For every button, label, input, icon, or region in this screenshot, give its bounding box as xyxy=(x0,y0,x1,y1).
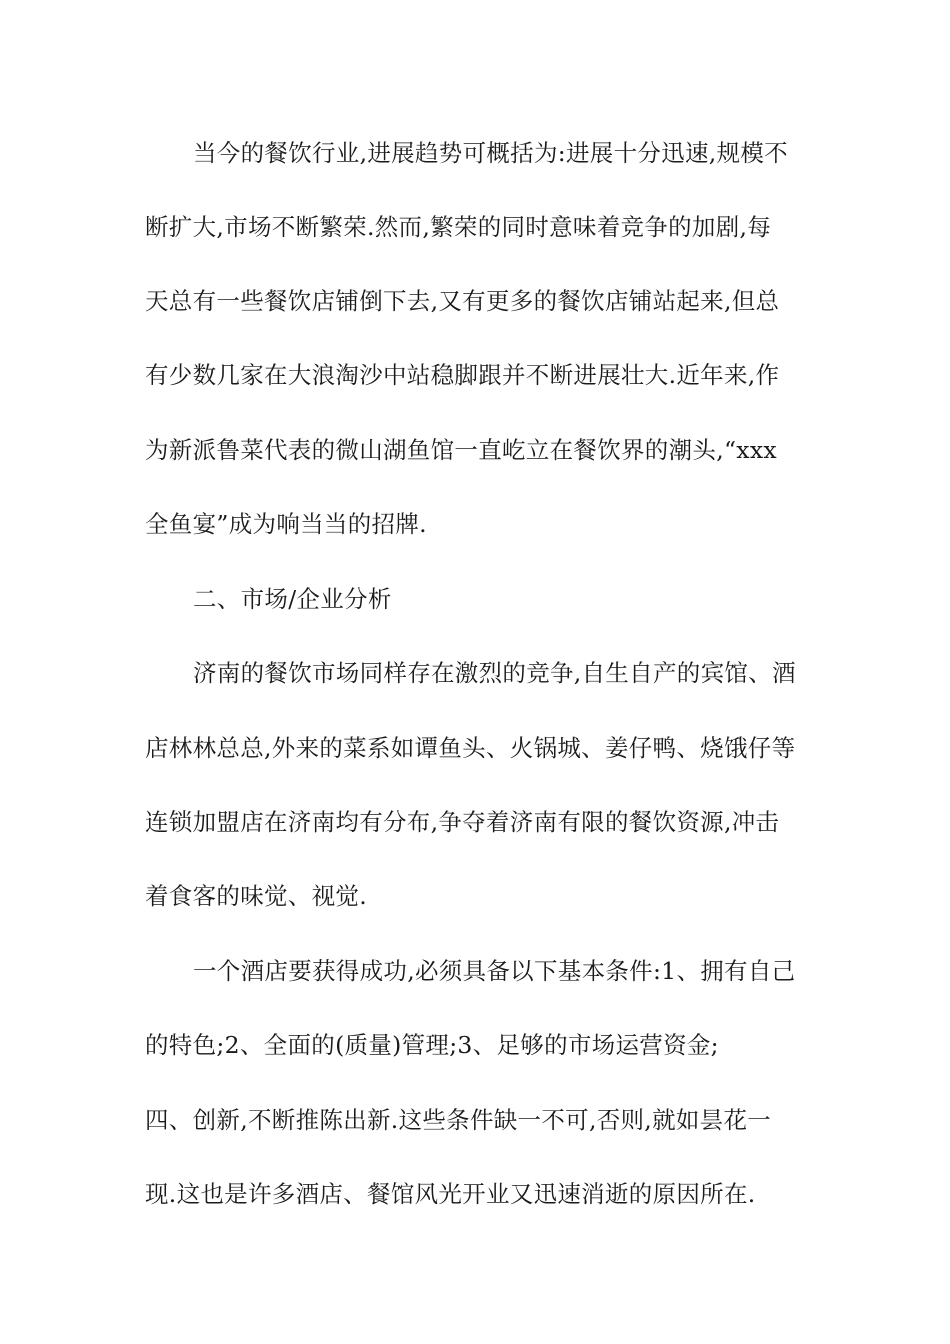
paragraph-1-line-2: 断扩大,市场不断繁荣.然而,繁荣的同时意味着竞争的加剧,每 xyxy=(145,213,772,241)
paragraph-3-line-2: 的特色;2、全面的(质量)管理;3、足够的市场运营资金; xyxy=(145,1031,719,1059)
paragraph-1-line-3: 天总有一些餐饮店铺倒下去,又有更多的餐饮店铺站起来,但总 xyxy=(145,287,780,315)
paragraph-1-line-6: 全鱼宴”成为响当当的招牌. xyxy=(145,510,427,538)
paragraph-3-line-4: 现.这也是许多酒店、餐馆风光开业又迅速消逝的原因所在. xyxy=(145,1180,756,1208)
paragraph-2-line-2: 店林林总总,外来的菜系如谭鱼头、火锅城、姜仔鸭、烧饿仔等 xyxy=(145,734,796,762)
paragraph-1-line-1: 当今的餐饮行业,进展趋势可概括为:进展十分迅速,规模不 xyxy=(193,139,788,167)
paragraph-2-line-3: 连锁加盟店在济南均有分布,争夺着济南有限的餐饮资源,冲击 xyxy=(145,808,780,836)
paragraph-1-line-5: 为新派鲁菜代表的微山湖鱼馆一直屹立在餐饮界的潮头,“xxx xyxy=(145,436,777,464)
paragraph-3-line-3: 四、创新,不断推陈出新.这些条件缺一不可,否则,就如昙花一 xyxy=(145,1106,772,1134)
paragraph-1-line-4: 有少数几家在大浪淘沙中站稳脚跟并不断进展壮大.近年来,作 xyxy=(145,361,780,389)
paragraph-2-line-4: 着食客的味觉、视觉. xyxy=(145,882,367,910)
paragraph-2-line-1: 济南的餐饮市场同样存在激烈的竞争,自生自产的宾馆、酒 xyxy=(193,659,796,687)
paragraph-3-line-1: 一个酒店要获得成功,必须具备以下基本条件:1、拥有自己 xyxy=(193,957,796,985)
section-heading: 二、市场/企业分析 xyxy=(193,585,392,613)
